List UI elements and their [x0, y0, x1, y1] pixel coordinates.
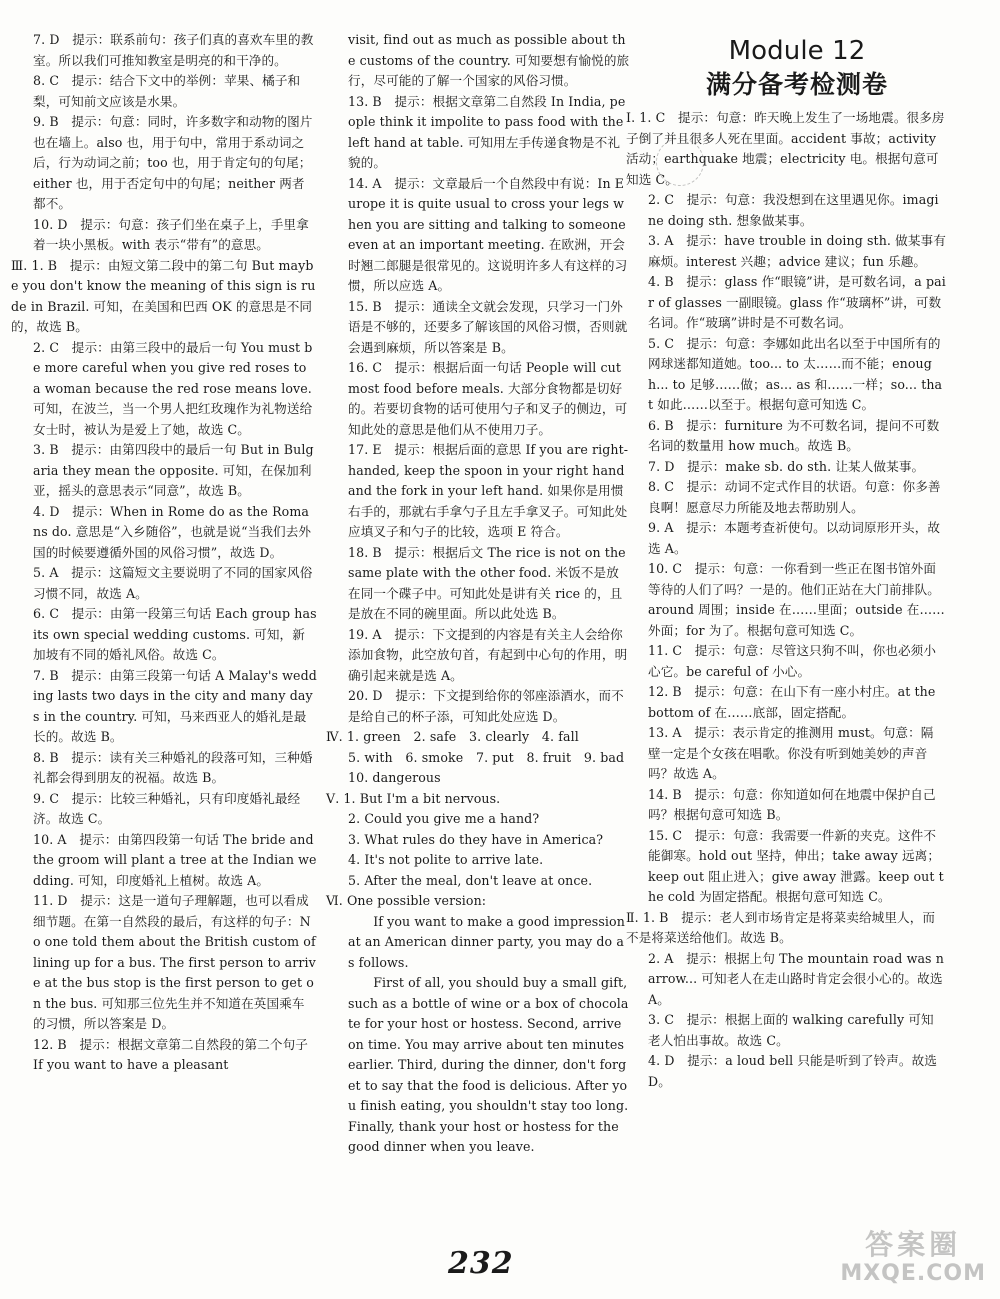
answer-item: 4. B 提示：glass 作“眼镜”讲，是可数名词，a pair of glasses 一副眼镜。glass 作“玻璃杯”讲，可数名词。作“玻璃”讲时是不可数名词。 [648, 274, 946, 330]
answer-item: 7. D 提示：make sb. do sth. 让某人做某事。 [648, 458, 925, 474]
answer-item: 7. B 提示：由第三段第一句话 A Malay's wedding lasts two days in the city and many days in the country. 可知，马来西亚人的婚礼是最长的。故选 B。 [33, 667, 317, 744]
answer-item: 16. C 提示：根据后面一句话 People will cut most food before meals. 大部分食物都是切好的。若要切食物的话可使用勺子和叉子的侧边，可知此处的意思是他们从不使用刀子。 [348, 360, 628, 437]
answer-item: 2. C 提示：句意：我没想到在这里遇见你。imagine doing sth. 想象做某事。 [648, 192, 939, 228]
answer-item: First of all, you should buy a small gift, such as a bottle of wine or a box of chocolate for your host or hostess. Second, arrive on time. You may arrive about ten minutes earlier. Third, during the dinner, don't forget to say that the food is delicious. After you finish eating, you shouldn't stay too long. Finally, thank your host or hostess for the good dinner when you leave. [348, 975, 629, 1154]
answer-item: 7. D 提示：联系前句：孩子们真的喜欢车里的教室。所以我们可推知教室是明亮的和干净的。 [33, 32, 314, 68]
answer-item: 2. C 提示：由第三段中的最后一句 You must be more careful when you give red roses to a woman because the red rose means love. 可知，在波兰，当一个男人把红玫瑰作为礼物送给女士时，被认为是爱上了她，故选 C。 [33, 339, 313, 437]
answer-item: 4. D 提示：When in Rome do as the Romans do. 意思是“入乡随俗”，也就是说“当我们去外国的时候要遵循外国的风俗习惯”，故选 D。 [33, 503, 312, 560]
answer-item: 9. C 提示：比较三种婚礼，只有印度婚礼最经济。故选 C。 [33, 790, 301, 826]
answer-item: visit, find out as much as possible about the customs of the country. 可知要想有愉悦的旅行，尽可能的了解一个国家的风俗习惯。 [348, 32, 630, 88]
right-column-body [626, 108, 946, 1092]
middle-column [326, 30, 630, 1158]
answer-item: 9. A 提示：本题考查祈使句。以动词原形开头，故选 A。 [648, 520, 941, 556]
answer-item: 10. D 提示：句意：孩子们坐在桌子上，手里拿着一块小黑板。with 表示“带有”的意思。 [33, 216, 309, 252]
answer-item: 11. D 提示：这是一道句子理解题，也可以看成细节题。在第一自然段的最后，有这样的句子：No one told them about the British custom of lining up for a bus. The first person to arrive at the bus stop is the first person to get on the bus. 可知那三位先生并不知道在英国乘车的习惯，所以答案是 D。 [33, 893, 316, 1031]
answer-item: 2. A 提示：根据上句 The mountain road was narrow... 可知老人在走山路时肯定会很小心的。故选 A。 [648, 950, 944, 1007]
answer-item: 5. with 6. smoke 7. put 8. fruit 9. bad [348, 749, 625, 765]
answer-item: 8. B 提示：读有关三种婚礼的段落可知，三种婚礼都会得到朋友的祝福。故选 B。 [33, 749, 313, 785]
answer-item: 6. B 提示：furniture 为不可数名词，提问不可数名词的数量用 how much。故选 B。 [648, 417, 940, 453]
watermark-url: MXQE.COM [840, 1261, 986, 1286]
answer-item: 3. A 提示：have trouble in doing sth. 做某事有麻烦。interest 兴趣；advice 建议；fun 乐趣。 [648, 233, 946, 269]
answer-item: 3. C 提示：根据上面的 walking carefully 可知老人怕出事故。故选 C。 [648, 1012, 934, 1048]
answer-item: 5. After the meal, don't leave at once. [348, 872, 593, 888]
answer-item: 3. What rules do they have in America? [348, 831, 604, 847]
answer-item: 10. C 提示：句意：一你看到一些正在图书馆外面等待的人们了吗？一是的。他们正站在大门前排队。around 周围；inside 在……里面；outside 在……外面；for 为了。根据句意可知选 C。 [648, 561, 945, 638]
answer-item: Ⅵ. One possible version: [326, 893, 487, 908]
answer-item: 9. B 提示：句意：同时，许多数字和动物的图片也在墙上。also 也，用于句中，常用于系动词之后，行为动词之前；too 也，用于肯定句的句尾；either 也，用于否定句中的句尾；neither 两者都不。 [33, 114, 313, 211]
module-subtitle: 满分备考检测卷 [705, 70, 888, 99]
answer-item: 12. B 提示：根据文章第二自然段的第二个句子 If you want to have a pleasant [33, 1036, 308, 1072]
site-watermark [840, 1229, 986, 1287]
answer-item: 20. D 提示：下文提到给你的邻座添酒水，而不是给自己的杯子添，可知此处应选 D。 [348, 688, 624, 724]
answer-item: 5. C 提示：句意：李娜如此出名以至于中国所有的网球迷都知道她。too... to 太……而不能；enough... to 足够……做；as... as 和……一样；so... that 如此……以至于。根据句意可知选 C。 [648, 335, 943, 412]
page-number: 232 [448, 1246, 514, 1281]
answer-item: 19. A 提示：下文提到的内容是有关主人会给你添加食物，此空放句首，有起到中心句的作用，明确引起来就是选 A。 [348, 626, 628, 683]
answer-item: 3. B 提示：由第四段中的最后一句 But in Bulgaria they mean the opposite. 可知，在保加利亚，摇头的意思表示“同意”，故选 B。 [33, 442, 314, 498]
answer-item: 10. dangerous [348, 770, 441, 785]
answer-item: 14. A 提示：文章最后一个自然段中有说：In Europe it is quite usual to cross your legs when you are sitting and talking to someone even at an important meeting. 在欧洲，开会时翘二郎腿是很常见的。这说明许多人有这样的习惯，所以应选 A。 [348, 175, 628, 293]
answer-item: 13. B 提示：根据文章第二自然段 In India, people think it impolite to pass food with the left hand at table. 可知用左手传递食物是不礼貌的。 [348, 93, 626, 170]
answer-item: Ⅲ. 1. B 提示：由短文第二段中的第二句 But maybe you don't know the meaning of this sign is rude in Brazil. 可知，在美国和巴西 OK 的意思是不同的，故选 B。 [11, 257, 316, 334]
module-title: Module 12 [728, 36, 866, 66]
answer-item: 18. B 提示：根据后文 The rice is not on the same plate with the other food. 米饭不是放在同一个碟子中。可知此处是讲有关 rice 的，且是放在不同的碗里面。所以此处选 B。 [348, 544, 626, 621]
answer-item: 4. D 提示：a loud bell 只能是听到了铃声。故选 D。 [648, 1053, 937, 1089]
answer-item: 12. B 提示：句意：在山下有一座小村庄。at the bottom of 在……底部，固定搭配。 [648, 684, 936, 720]
answer-item: 5. A 提示：这篇短文主要说明了不同的国家风俗习惯不同，故选 A。 [33, 565, 313, 601]
stamp-mark [656, 138, 704, 186]
answer-item: Ⅴ. 1. But I'm a bit nervous. [326, 790, 501, 806]
answer-item: If you want to make a good impression at an American dinner party, you may do as follows. [348, 913, 625, 970]
answer-item: Ⅰ. 1. C 提示：句意：昨天晚上发生了一场地震。很多房子倒了并且很多人死在里面。accident 事故；activity 活动；earthquake 地震；electricity 电。根据句意可知选 C。 [626, 110, 945, 187]
answer-item: 17. E 提示：根据后面的意思 If you are right-handed, keep the spoon in your right hand and the fork in your left hand. 如果你是用惯右手的，那就右手拿勺子且左手拿叉子。可知此处应填叉子和勺子的比较，选项 E 符合。 [348, 442, 629, 539]
answer-item: 15. B 提示：通读全文就会发现，只学习一门外语是不够的，还要多了解该国的风俗习惯，否则就会遇到麻烦，所以答案是 B。 [348, 298, 628, 355]
right-column [626, 34, 946, 1092]
answer-item: 2. Could you give me a hand? [348, 811, 540, 826]
answer-item: 8. C 提示：动词不定式作目的状语。句意：你多善良啊！愿意尽力所能及地去帮助别人。 [648, 479, 941, 515]
answer-item: Ⅱ. 1. B 提示：老人到市场肯定是将菜卖给城里人，而不是将菜送给他们。故选 B。 [626, 909, 936, 945]
answer-item: 10. A 提示：由第四段第一句话 The bride and the groom will plant a tree at the Indian wedding. 可知，印度婚礼上植树。故选 A。 [33, 831, 317, 888]
answer-item: 15. C 提示：句意：我需要一件新的夹克。这件不能御寒。hold out 坚持，伸出；take away 远离；keep out 阻止进入；give away 泄露。keep out the cold 为固定搭配。根据句意可知选 C。 [648, 827, 944, 904]
answer-item: 4. It's not polite to arrive late. [348, 852, 544, 867]
answer-item: 8. C 提示：结合下文中的举例：苹果、橘子和梨，可知前文应该是水果。 [33, 73, 301, 109]
answer-item: 13. A 提示：表示肯定的推测用 must。句意：隔壁一定是个女孩在唱歌。你没有听到她美妙的声音吗？故选 A。 [648, 725, 934, 781]
answer-item: 6. C 提示：由第一段第三句话 Each group has its own special wedding customs. 可知，新加坡有不同的婚礼风俗。故选 C。 [33, 606, 317, 662]
left-column [11, 30, 317, 1076]
answer-item: 14. B 提示：句意：你知道如何在地震中保护自己吗？根据句意可知选 B。 [648, 786, 936, 822]
answer-item: Ⅳ. 1. green 2. safe 3. clearly 4. fall [326, 729, 579, 744]
answer-item: 11. C 提示：句意：尽管这只狗不叫，你也必须小心它。be careful of 小心。 [648, 643, 937, 679]
watermark-logo-text: 答案圈 [865, 1228, 962, 1261]
